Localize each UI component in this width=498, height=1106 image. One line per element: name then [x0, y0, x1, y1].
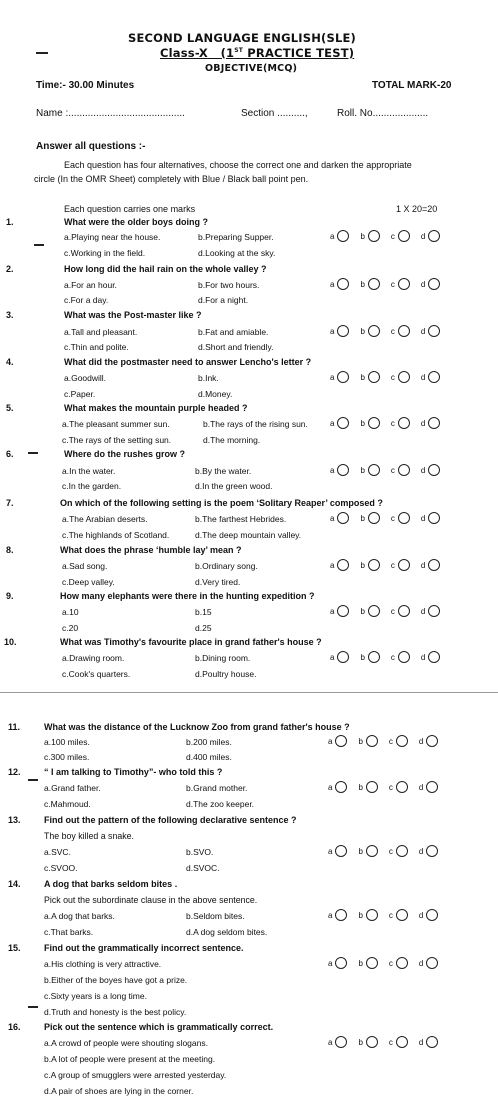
bubble-letter: b — [360, 231, 365, 241]
bubble-letter: c — [388, 958, 393, 968]
bubble-letter: b — [360, 326, 365, 336]
omr-bubble-a[interactable] — [337, 278, 349, 290]
bubble-letter: a — [330, 279, 335, 289]
omr-bubble-b[interactable] — [366, 957, 378, 969]
bubble-letter: d — [420, 326, 426, 336]
bubble-letter: a — [330, 372, 335, 382]
bubble-letter: d — [420, 606, 426, 616]
omr-bubble-row — [330, 464, 440, 476]
omr-bubble-c[interactable] — [396, 909, 408, 921]
question-text: “ I am talking to Timothy”- who told this ? — [44, 767, 223, 777]
omr-bubble-c[interactable] — [396, 957, 408, 969]
omr-bubble-row — [330, 651, 440, 663]
option-d: d.Very tired. — [195, 577, 241, 587]
omr-bubble-d[interactable] — [426, 957, 438, 969]
question-number: 15. — [8, 943, 21, 953]
omr-bubble-b[interactable] — [368, 371, 380, 383]
bubble-letter: a — [330, 418, 335, 428]
option-d: d.For a night. — [198, 295, 249, 305]
omr-bubble-b[interactable] — [366, 1036, 378, 1048]
option-c: c.In the garden. — [62, 481, 122, 491]
omr-bubble-b[interactable] — [368, 278, 380, 290]
bubble-letter: b — [360, 560, 365, 570]
test-rest: PRACTICE TEST) — [243, 46, 355, 60]
omr-bubble-b[interactable] — [366, 781, 378, 793]
bubble-letter: a — [328, 1037, 333, 1047]
omr-bubble-row — [328, 1036, 438, 1048]
bubble-letter: d — [420, 560, 426, 570]
omr-bubble-row — [328, 735, 438, 747]
bubble-letter: b — [360, 652, 365, 662]
omr-bubble-a[interactable] — [337, 230, 349, 242]
option-d: d.Money. — [198, 389, 233, 399]
bubble-letter: b — [358, 910, 363, 920]
option-a: a.In the water. — [62, 466, 116, 476]
omr-bubble-b[interactable] — [366, 735, 378, 747]
question-number: 4. — [6, 357, 14, 367]
bubble-letter: c — [388, 1037, 393, 1047]
question-text: Pick out the sentence which is grammatically correct. — [44, 1022, 274, 1032]
bubble-letter: a — [330, 560, 335, 570]
omr-bubble-a[interactable] — [337, 559, 349, 571]
option-c: c.The rays of the setting sun. — [62, 435, 172, 445]
bubble-letter: b — [358, 846, 363, 856]
bubble-letter: c — [390, 560, 395, 570]
option-a: a.SVC. — [44, 847, 71, 857]
option-c: c.SVOO. — [44, 863, 78, 873]
omr-bubble-c[interactable] — [398, 559, 410, 571]
instruction-line-2: circle (In the OMR Sheet) completely with Blue / Black ball point pen. — [34, 174, 309, 184]
marks-note: Each question carries one marks — [64, 204, 196, 214]
option-d: d.A dog seldom bites. — [186, 927, 268, 937]
option-b: b.The farthest Hebrides. — [195, 514, 287, 524]
question-text: What does the phrase ‘humble lay’ mean ? — [60, 545, 242, 555]
omr-bubble-c[interactable] — [398, 417, 410, 429]
bubble-letter: d — [420, 418, 426, 428]
omr-bubble-c[interactable] — [398, 278, 410, 290]
question-number: 14. — [8, 879, 21, 889]
omr-bubble-row — [330, 230, 440, 242]
option-b: b.A lot of people were present at the meeting. — [44, 1054, 216, 1064]
omr-bubble-d[interactable] — [428, 371, 440, 383]
question-text: What was Timothy's favourite place in grand father's house ? — [60, 637, 322, 647]
bubble-letter: c — [388, 846, 393, 856]
option-a: a.Sad song. — [62, 561, 108, 571]
option-c: c.Paper. — [64, 389, 96, 399]
omr-bubble-a[interactable] — [337, 464, 349, 476]
question-number: 8. — [6, 545, 14, 555]
question-text: On which of the following setting is the poem ‘Solitary Reaper’ composed ? — [60, 498, 383, 508]
omr-bubble-b[interactable] — [368, 464, 380, 476]
marks-total: 1 X 20=20 — [396, 204, 438, 214]
question-number: 6. — [6, 449, 14, 459]
question-text: Where do the rushes grow ? — [64, 449, 186, 459]
name-line: Name :.......................................... — [36, 108, 185, 119]
omr-bubble-c[interactable] — [396, 735, 408, 747]
omr-bubble-d[interactable] — [428, 230, 440, 242]
option-c: c.20 — [62, 623, 79, 633]
omr-bubble-row — [330, 512, 440, 524]
bubble-letter: d — [418, 846, 424, 856]
omr-bubble-d[interactable] — [426, 781, 438, 793]
question-text: Find out the pattern of the following declarative sentence ? — [44, 815, 297, 825]
question-number: 1. — [6, 217, 14, 227]
option-d: d.Short and friendly. — [198, 342, 274, 352]
bubble-letter: b — [360, 513, 365, 523]
option-d: d.25 — [195, 623, 212, 633]
omr-bubble-a[interactable] — [337, 651, 349, 663]
question-number: 16. — [8, 1022, 21, 1032]
option-b: b.Ink. — [198, 373, 219, 383]
option-a: a.For an hour. — [64, 280, 117, 290]
option-c: c.Thin and polite. — [64, 342, 129, 352]
omr-bubble-c[interactable] — [396, 1036, 408, 1048]
roll-line: Roll. No.................... — [337, 108, 429, 119]
option-c: c.Deep valley. — [62, 577, 115, 587]
omr-bubble-c[interactable] — [396, 781, 408, 793]
option-b: b.Either of the boyes have got a prize. — [44, 975, 188, 985]
omr-bubble-a[interactable] — [337, 325, 349, 337]
question-text: What did the postmaster need to answer Lencho's letter ? — [64, 357, 312, 367]
option-a: a.His clothing is very attractive. — [44, 959, 162, 969]
bubble-letter: c — [390, 652, 395, 662]
omr-bubble-b[interactable] — [368, 230, 380, 242]
bubble-letter: b — [358, 958, 363, 968]
option-b: b.The rays of the rising sun. — [203, 419, 308, 429]
bubble-letter: d — [420, 372, 426, 382]
bubble-letter: b — [358, 782, 363, 792]
bubble-letter: a — [328, 846, 333, 856]
omr-bubble-d[interactable] — [426, 845, 438, 857]
bubble-letter: c — [388, 782, 393, 792]
bubble-letter: d — [418, 958, 424, 968]
option-d: d.The deep mountain valley. — [195, 530, 302, 540]
bubble-letter: d — [418, 910, 424, 920]
option-b: b.Seldom bites. — [186, 911, 245, 921]
question-text: What was the distance of the Lucknow Zoo from grand father's house ? — [44, 722, 350, 732]
bubble-letter: a — [330, 606, 335, 616]
time-label: Time:- 30.00 Minutes — [36, 80, 135, 91]
test-sup: ST — [234, 47, 244, 55]
question-statement: Pick out the subordinate clause in the above sentence. — [44, 895, 258, 905]
bubble-letter: d — [418, 782, 424, 792]
omr-bubble-a[interactable] — [335, 845, 347, 857]
bubble-letter: c — [390, 513, 395, 523]
option-a: a.Playing near the house. — [64, 232, 161, 242]
question-number: 9. — [6, 591, 14, 601]
option-a: a.Grand father. — [44, 783, 101, 793]
omr-bubble-c[interactable] — [398, 651, 410, 663]
bubble-letter: a — [328, 782, 333, 792]
class-label — [160, 46, 354, 60]
ink-mark — [36, 52, 48, 54]
omr-bubble-row — [328, 957, 438, 969]
question-number: 10. — [4, 637, 17, 647]
option-b: b.15 — [195, 607, 212, 617]
ink-mark — [28, 452, 38, 454]
omr-bubble-d[interactable] — [428, 278, 440, 290]
option-d: d.400 miles. — [186, 752, 232, 762]
omr-bubble-b[interactable] — [368, 325, 380, 337]
option-b: b.Ordinary song. — [195, 561, 258, 571]
bubble-letter: d — [418, 736, 424, 746]
option-c: c.Working in the field. — [64, 248, 146, 258]
question-number: 13. — [8, 815, 21, 825]
omr-bubble-row — [330, 371, 440, 383]
bubble-letter: a — [330, 231, 335, 241]
option-b: b.SVO. — [186, 847, 214, 857]
total-mark-label: TOTAL MARK-20 — [372, 80, 452, 91]
question-number: 3. — [6, 310, 14, 320]
option-a: a.A dog that barks. — [44, 911, 115, 921]
omr-bubble-c[interactable] — [398, 464, 410, 476]
paper-subtitle: OBJECTIVE(MCQ) — [205, 63, 298, 74]
bubble-letter: d — [420, 231, 426, 241]
bubble-letter: a — [330, 465, 335, 475]
omr-bubble-a[interactable] — [337, 512, 349, 524]
section-line: Section .........., — [241, 108, 308, 119]
option-a: a.A crowd of people were shouting slogans. — [44, 1038, 208, 1048]
instruction-line-1: Each question has four alternatives, choose the correct one and darken the appropriate — [64, 160, 412, 170]
option-b: b.By the water. — [195, 466, 252, 476]
bubble-letter: a — [330, 652, 335, 662]
option-d: d.The morning. — [203, 435, 261, 445]
option-a: a.Tall and pleasant. — [64, 327, 138, 337]
bubble-letter: d — [420, 513, 426, 523]
omr-bubble-d[interactable] — [428, 651, 440, 663]
omr-bubble-b[interactable] — [368, 651, 380, 663]
omr-bubble-c[interactable] — [398, 325, 410, 337]
omr-bubble-b[interactable] — [366, 845, 378, 857]
bubble-letter: c — [388, 910, 393, 920]
omr-bubble-c[interactable] — [398, 371, 410, 383]
bubble-letter: b — [358, 1037, 363, 1047]
question-number: 11. — [8, 722, 21, 732]
omr-bubble-a[interactable] — [335, 957, 347, 969]
option-c: c.The highlands of Scotland. — [62, 530, 170, 540]
option-a: a.10 — [62, 607, 79, 617]
question-text: How long did the hail rain on the whole valley ? — [64, 264, 267, 274]
bubble-letter: a — [330, 326, 335, 336]
omr-bubble-a[interactable] — [337, 417, 349, 429]
bubble-letter: b — [360, 372, 365, 382]
question-number: 2. — [6, 264, 14, 274]
option-d: d.A pair of shoes are lying in the corner. — [44, 1086, 194, 1096]
question-text: What makes the mountain purple headed ? — [64, 403, 248, 413]
omr-bubble-d[interactable] — [428, 464, 440, 476]
option-a: a.Drawing room. — [62, 653, 125, 663]
option-a: a.The pleasant summer sun. — [62, 419, 170, 429]
omr-bubble-d[interactable] — [426, 735, 438, 747]
omr-bubble-a[interactable] — [335, 781, 347, 793]
ink-mark — [34, 244, 44, 246]
bubble-letter: c — [390, 418, 395, 428]
omr-bubble-a[interactable] — [335, 909, 347, 921]
omr-bubble-a[interactable] — [337, 371, 349, 383]
omr-bubble-row — [330, 417, 440, 429]
option-b: b.Dining room. — [195, 653, 251, 663]
omr-bubble-d[interactable] — [428, 605, 440, 617]
omr-bubble-c[interactable] — [398, 605, 410, 617]
omr-bubble-row — [330, 278, 440, 290]
bubble-letter: c — [390, 606, 395, 616]
bubble-letter: c — [390, 231, 395, 241]
class-name: Class-X — [160, 46, 208, 60]
bubble-letter: c — [390, 465, 395, 475]
option-d: d.Poultry house. — [195, 669, 257, 679]
option-b: b.Preparing Supper. — [198, 232, 274, 242]
question-text: A dog that barks seldom bites . — [44, 879, 178, 889]
option-d: d.The zoo keeper. — [186, 799, 255, 809]
page-divider — [0, 692, 498, 693]
question-number: 7. — [6, 498, 14, 508]
bubble-letter: b — [360, 606, 365, 616]
omr-bubble-c[interactable] — [398, 512, 410, 524]
bubble-letter: c — [390, 326, 395, 336]
option-b: b.Grand mother. — [186, 783, 248, 793]
omr-bubble-d[interactable] — [426, 909, 438, 921]
omr-bubble-c[interactable] — [396, 845, 408, 857]
bubble-letter: d — [420, 465, 426, 475]
omr-bubble-b[interactable] — [368, 605, 380, 617]
option-c: c.300 miles. — [44, 752, 90, 762]
omr-bubble-b[interactable] — [366, 909, 378, 921]
omr-bubble-a[interactable] — [337, 605, 349, 617]
ink-mark — [28, 779, 38, 781]
option-c: c.Cook's quarters. — [62, 669, 131, 679]
bubble-letter: b — [358, 736, 363, 746]
option-a: a.The Arabian deserts. — [62, 514, 148, 524]
omr-bubble-d[interactable] — [428, 417, 440, 429]
option-d: d.Looking at the sky. — [198, 248, 276, 258]
option-b: b.200 miles. — [186, 737, 232, 747]
question-number: 12. — [8, 767, 21, 777]
option-d: d.SVOC. — [186, 863, 220, 873]
question-text: Find out the grammatically incorrect sentence. — [44, 943, 244, 953]
bubble-letter: c — [390, 372, 395, 382]
omr-bubble-a[interactable] — [335, 735, 347, 747]
omr-bubble-row — [328, 845, 438, 857]
bubble-letter: a — [328, 736, 333, 746]
paper-title: SECOND LANGUAGE ENGLISH(SLE) — [128, 31, 357, 45]
omr-bubble-b[interactable] — [368, 559, 380, 571]
omr-bubble-row — [330, 559, 440, 571]
question-statement: The boy killed a snake. — [44, 831, 134, 841]
bubble-letter: a — [328, 910, 333, 920]
instruction-heading: Answer all questions :- — [36, 141, 146, 152]
omr-bubble-b[interactable] — [368, 512, 380, 524]
option-d: d.In the green wood. — [195, 481, 273, 491]
option-c: c.That barks. — [44, 927, 94, 937]
bubble-letter: c — [390, 279, 395, 289]
omr-bubble-d[interactable] — [426, 1036, 438, 1048]
omr-bubble-a[interactable] — [335, 1036, 347, 1048]
test-label: (1 — [220, 46, 235, 60]
bubble-letter: c — [388, 736, 393, 746]
omr-bubble-d[interactable] — [428, 325, 440, 337]
omr-bubble-row — [330, 605, 440, 617]
bubble-letter: d — [418, 1037, 424, 1047]
omr-bubble-row — [330, 325, 440, 337]
option-a: a.Goodwill. — [64, 373, 107, 383]
ink-mark — [28, 1006, 38, 1008]
option-c: c.For a day. — [64, 295, 109, 305]
bubble-letter: b — [360, 279, 365, 289]
option-a: a.100 miles. — [44, 737, 90, 747]
omr-bubble-d[interactable] — [428, 512, 440, 524]
bubble-letter: d — [420, 652, 426, 662]
option-d: d.Truth and honesty is the best policy. — [44, 1007, 187, 1017]
option-c: c.Mahmoud. — [44, 799, 91, 809]
question-text: How many elephants were there in the hunting expedition ? — [60, 591, 315, 601]
omr-bubble-c[interactable] — [398, 230, 410, 242]
option-c: c.Sixty years is a long time. — [44, 991, 147, 1001]
question-text: What was the Post-master like ? — [64, 310, 202, 320]
option-c: c.A group of smugglers were arrested yesterday. — [44, 1070, 227, 1080]
question-number: 5. — [6, 403, 14, 413]
option-b: b.For two hours. — [198, 280, 260, 290]
bubble-letter: a — [330, 513, 335, 523]
bubble-letter: b — [360, 418, 365, 428]
omr-bubble-row — [328, 909, 438, 921]
question-text: What were the older boys doing ? — [64, 217, 209, 227]
bubble-letter: b — [360, 465, 365, 475]
option-b: b.Fat and amiable. — [198, 327, 269, 337]
omr-bubble-b[interactable] — [368, 417, 380, 429]
omr-bubble-d[interactable] — [428, 559, 440, 571]
bubble-letter: d — [420, 279, 426, 289]
bubble-letter: a — [328, 958, 333, 968]
omr-bubble-row — [328, 781, 438, 793]
